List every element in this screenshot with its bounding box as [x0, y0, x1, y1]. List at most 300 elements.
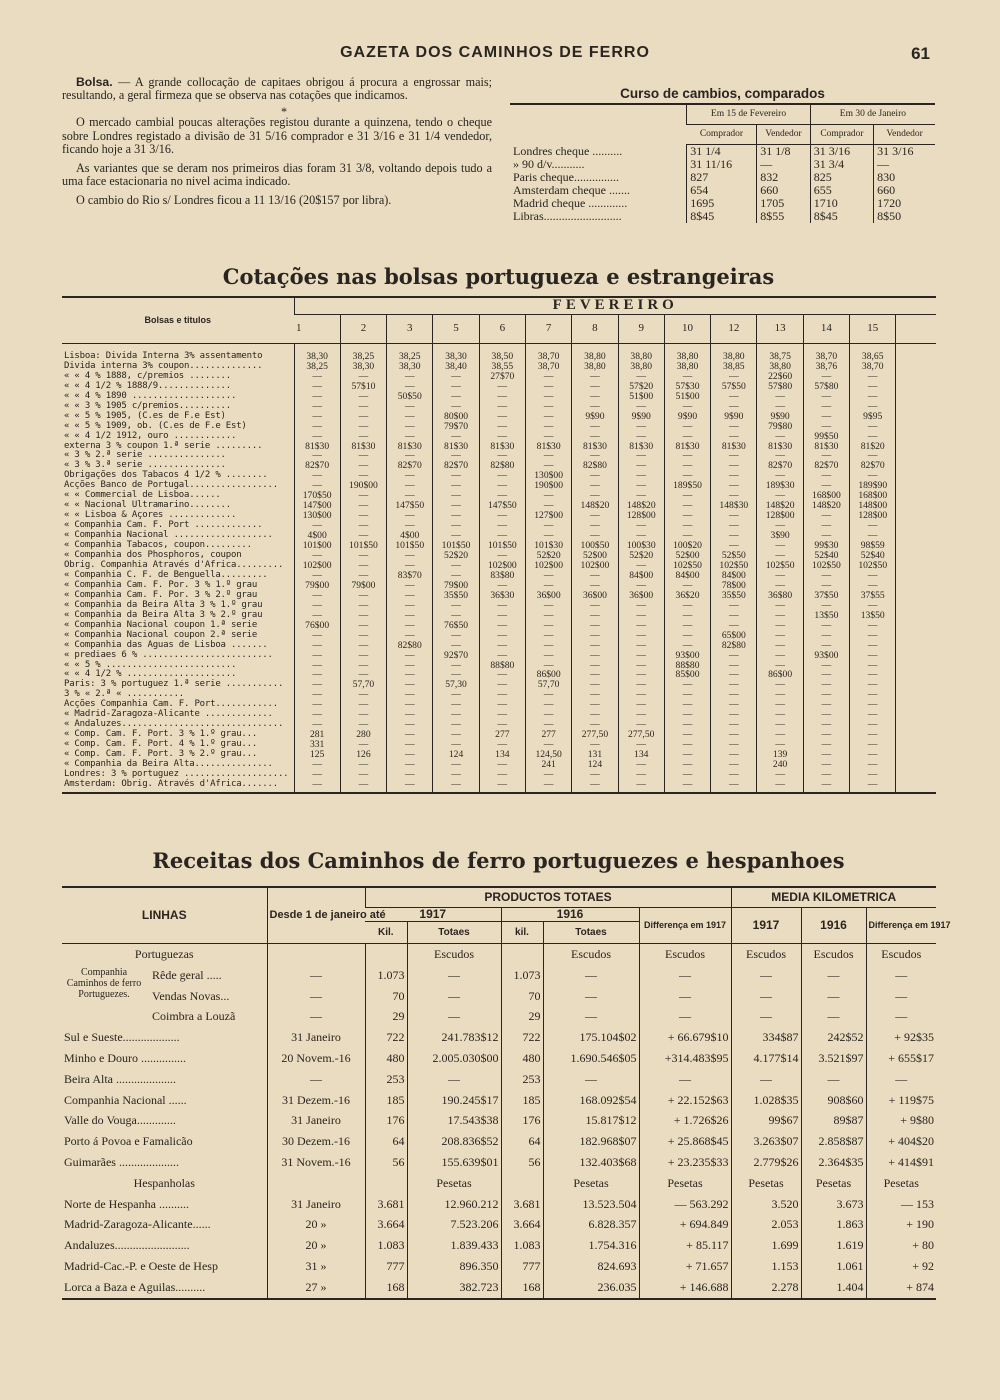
cotacao-title: « Companhia Tabacos, coupon......... [64, 540, 252, 551]
day-header: 14 [803, 314, 849, 343]
receita-k2: 168 [501, 1277, 543, 1299]
receita-m1: 1.699 [731, 1235, 801, 1256]
cotacao-value: — [340, 591, 386, 601]
cotacao-value: — [294, 521, 340, 531]
cotacao-value: — [572, 581, 618, 591]
receita-m1: 1.153 [731, 1256, 801, 1277]
receita-t1: 382.723 [407, 1277, 501, 1299]
cotacao-value: — [850, 661, 896, 671]
cotacao-value: — [433, 372, 479, 382]
cotacao-value: — [525, 531, 571, 541]
cotacao-title: « Companhia C. F. de Benguella......... [64, 569, 268, 580]
cotacao-value: — [572, 631, 618, 641]
cotacao-value: 50$50 [387, 392, 433, 402]
cotacao-value: — [850, 631, 896, 641]
unit-label: Pesetas [866, 1173, 936, 1194]
receita-t2: 1.754.316 [543, 1235, 639, 1256]
receita-k1: 253 [365, 1069, 407, 1090]
cotacao-value: — [618, 521, 664, 531]
cotacao-value: — [664, 611, 710, 621]
receita-d: — [267, 1069, 365, 1090]
cotacao-value: — [572, 571, 618, 581]
cotacao-value: 38,25 [294, 362, 340, 372]
cotacao-value: — [757, 471, 803, 481]
cotacao-value: — [850, 750, 896, 760]
cotacao-value: — [757, 491, 803, 501]
cambios-value: 8$45 [687, 210, 757, 223]
cotacao-value: 82$70 [387, 461, 433, 471]
cotacao-title: « Companhia dos Phosphoros, coupon [64, 550, 242, 561]
unit-label: Escudos [407, 944, 501, 965]
cotacao-value: 52$00 [664, 551, 710, 561]
cotacao-value: 76$50 [433, 621, 479, 631]
cotacao-title: « 3 % 3.ª serie ............... [64, 460, 226, 471]
receita-t2: — [543, 965, 639, 986]
cotacao-value: — [525, 661, 571, 671]
day-header: 3 [387, 314, 433, 343]
cotacao-value: — [294, 690, 340, 700]
cotacao-value: 81$30 [433, 442, 479, 452]
cotacao-value: 36$00 [572, 591, 618, 601]
cotacao-value: 38,70 [803, 343, 849, 361]
receita-k2: 722 [501, 1027, 543, 1048]
receita-df: — 563.292 [639, 1194, 731, 1215]
cotacao-value: 101$50 [340, 541, 386, 551]
cotacao-value: — [572, 531, 618, 541]
cotacao-value: — [618, 461, 664, 471]
cotacao-value: — [664, 760, 710, 770]
receita-m1: — [731, 1069, 801, 1090]
cotacao-value: — [664, 621, 710, 631]
receita-t2: 6.828.357 [543, 1214, 639, 1235]
unit-label: Pesetas [407, 1173, 501, 1194]
cotacao-value: — [340, 451, 386, 461]
cotacao-value: — [664, 700, 710, 710]
cotacao-value: 93$00 [664, 651, 710, 661]
cp-group-label: Companhia Caminhos de ferro Portuguezes. [66, 966, 142, 1000]
cambios-value: 1695 [687, 197, 757, 210]
cotacao-value: — [757, 770, 803, 780]
cotacao-value: — [664, 531, 710, 541]
cotacao-value: — [433, 661, 479, 671]
cotacao-value: 38,75 [757, 343, 803, 361]
cotacao-value: 82$80 [387, 641, 433, 651]
cotacao-value: — [387, 700, 433, 710]
receita-t1: 208.836$52 [407, 1131, 501, 1152]
cotacao-value: 189$50 [664, 481, 710, 491]
cambios-value: 655 [810, 184, 873, 197]
cotacao-value: — [711, 461, 757, 471]
cotacao-value: — [618, 670, 664, 680]
cotacao-value: — [340, 551, 386, 561]
cambios-value: 827 [687, 171, 757, 184]
cotacao-value: — [803, 422, 849, 432]
cotacao-value: — [294, 422, 340, 432]
cotacao-value: — [294, 670, 340, 680]
cotacao-value: — [711, 372, 757, 382]
cotacao-value: — [294, 382, 340, 392]
cotacao-value: — [387, 670, 433, 680]
receita-df: + 22.152$63 [639, 1090, 731, 1111]
cotacao-value: — [850, 740, 896, 750]
hespanholas-header-row [62, 1173, 936, 1194]
receita-md: — 153 [866, 1194, 936, 1215]
cotacao-value: — [803, 531, 849, 541]
cotacao-value: — [850, 521, 896, 531]
cotacoes-table [62, 296, 936, 794]
receita-md: — [866, 1069, 936, 1090]
cotacao-value: — [433, 392, 479, 402]
cotacao-value: — [387, 382, 433, 392]
receita-t2: 132.403$68 [543, 1152, 639, 1173]
cambios-name: » 90 d/v........... [513, 157, 585, 171]
cotacao-row [62, 343, 936, 361]
cotacao-value: — [433, 710, 479, 720]
cotacao-value: — [479, 491, 525, 501]
cambios-name: Amsterdam cheque ....... [513, 183, 630, 197]
cotacao-row [62, 651, 936, 661]
cotacao-value: — [433, 760, 479, 770]
cotacao-title: externa 3 % coupon 1.ª serie ......... [64, 440, 263, 451]
cotacao-value: — [850, 471, 896, 481]
cotacao-value: 134 [479, 750, 525, 760]
receita-m1: 3.520 [731, 1194, 801, 1215]
cotacao-value: — [294, 402, 340, 412]
cotacao-value: — [664, 690, 710, 700]
cotacao-value: — [572, 661, 618, 671]
cotacao-value: 79$00 [433, 581, 479, 591]
cotacao-title: « « Nacional Ultramarino........ [64, 500, 231, 511]
cotacao-value: — [711, 531, 757, 541]
cotacao-value: — [525, 372, 571, 382]
cotacao-value: 100$20 [664, 541, 710, 551]
cotacao-value: 81$30 [757, 442, 803, 452]
cotacao-value: 148$20 [757, 501, 803, 511]
cambios-period-2: Em 30 de Janeiro [810, 105, 935, 125]
receita-k1: 3.681 [365, 1194, 407, 1215]
receita-k2: 64 [501, 1131, 543, 1152]
receita-df: + 1.726$26 [639, 1110, 731, 1131]
cotacao-value: 101$50 [479, 541, 525, 551]
cotacao-value: 148$20 [572, 501, 618, 511]
cotacao-value: — [618, 621, 664, 631]
cotacao-value: — [850, 680, 896, 690]
receita-t2: 182.968$07 [543, 1131, 639, 1152]
cotacao-value: 38,70 [525, 343, 571, 361]
receita-md: + 9$80 [866, 1110, 936, 1131]
cotacao-value: — [479, 621, 525, 631]
cotacao-value: — [572, 382, 618, 392]
cotacao-value: 38,80 [664, 362, 710, 372]
cotacao-value: — [572, 491, 618, 501]
cotacao-value: — [757, 402, 803, 412]
cotacao-value: — [618, 432, 664, 442]
receita-df: +314.483$95 [639, 1048, 731, 1069]
cotacao-value: — [803, 661, 849, 671]
cotacao-value: — [525, 491, 571, 501]
cotacao-value: — [387, 521, 433, 531]
cotacao-value: — [340, 392, 386, 402]
cambios-value: 1705 [757, 197, 811, 210]
cotacao-value: — [803, 670, 849, 680]
cotacao-value: — [711, 422, 757, 432]
cotacao-value: 277,50 [572, 730, 618, 740]
cotacao-value: 38,80 [618, 343, 664, 361]
receita-d: 20 Novem.-16 [267, 1048, 365, 1069]
cotacao-value: 241 [525, 760, 571, 770]
cotacao-value: 148$20 [618, 501, 664, 511]
cotacao-value: — [340, 521, 386, 531]
receita-n: Beira Alta .................... [64, 1071, 176, 1086]
cotacao-value: — [433, 631, 479, 641]
cotacao-title: « « 3 % 1905 c/premios.......... [64, 400, 231, 411]
cotacao-value: — [294, 700, 340, 710]
cotacao-value: — [387, 611, 433, 621]
cotacao-value: — [340, 491, 386, 501]
cotacao-value: — [664, 680, 710, 690]
receita-d: 31 » [267, 1256, 365, 1277]
cambios-value: 660 [874, 184, 935, 197]
receita-t1: 7.523.206 [407, 1214, 501, 1235]
receita-d: 31 Dezem.-16 [267, 1090, 365, 1111]
cambios-vendedor: Vendedor [874, 125, 935, 145]
cotacao-value: — [618, 651, 664, 661]
cotacao-value: — [618, 372, 664, 382]
cotacao-value: — [711, 661, 757, 671]
cotacoes-title: Cotações nas bolsas portugueza e estrangeiras [222, 264, 775, 289]
cotacao-value: — [664, 451, 710, 461]
cotacao-value: — [803, 402, 849, 412]
receita-k2: 1.083 [501, 1235, 543, 1256]
cambios-value: 31 3/4 [810, 158, 873, 171]
receita-t2: 13.523.504 [543, 1194, 639, 1215]
cotacao-value: — [387, 581, 433, 591]
cotacao-value: — [340, 471, 386, 481]
cotacao-value: — [803, 581, 849, 591]
cotacao-value: — [294, 720, 340, 730]
cotacao-value: — [757, 581, 803, 591]
cotacao-value: 101$50 [387, 541, 433, 551]
cotacao-title: « Companhia Cam. F. Por. 3 % 1.º grau [64, 579, 258, 590]
bolsa-paragraph-4: O cambio do Rio s/ Londres ficou a 11 13/16 (20$157 por libra). [76, 193, 392, 208]
receita-k2: 480 [501, 1048, 543, 1069]
cotacao-value: 38,30 [340, 362, 386, 372]
cotacao-value: 27$70 [479, 372, 525, 382]
cotacao-value: 102$50 [850, 561, 896, 571]
cotacao-value: — [433, 690, 479, 700]
cotacao-title: « Companhia da Beira Alta 3 % 2.º grau [64, 609, 263, 620]
cotacao-value: — [525, 631, 571, 641]
cotacao-value: — [525, 432, 571, 442]
cotacao-row [62, 780, 936, 793]
cotacao-value: 38,50 [479, 343, 525, 361]
cotacao-value: 37$50 [803, 591, 849, 601]
cotacao-value: 82$80 [711, 641, 757, 651]
receita-t2: 236.035 [543, 1277, 639, 1299]
receita-d: 31 Janeiro [267, 1194, 365, 1215]
receitas-products-header: PRODUCTOS TOTAES [365, 887, 731, 908]
cotacao-value: 147$50 [387, 501, 433, 511]
cotacao-value: — [340, 621, 386, 631]
receita-n: Guimarães .................... [64, 1154, 179, 1169]
cotacao-value: 81$30 [572, 442, 618, 452]
receita-df: — [639, 986, 731, 1007]
receita-t1: — [407, 986, 501, 1007]
cotacao-value: — [479, 690, 525, 700]
cotacao-value: 57$80 [757, 382, 803, 392]
cotacao-value: — [479, 601, 525, 611]
cotacao-value: 124,50 [525, 750, 571, 760]
cotacao-value: 51$00 [664, 392, 710, 402]
cotacao-value: — [711, 690, 757, 700]
cotacao-value: — [618, 780, 664, 793]
receita-md: + 874 [866, 1277, 936, 1299]
unit-label: Pesetas [543, 1173, 639, 1194]
cotacao-value: — [757, 740, 803, 750]
cotacao-value: — [757, 720, 803, 730]
cotacao-value: — [525, 382, 571, 392]
cotacao-value: — [757, 651, 803, 661]
receita-t2: 168.092$54 [543, 1090, 639, 1111]
receita-k1: 480 [365, 1048, 407, 1069]
cotacao-value: — [664, 730, 710, 740]
cotacao-value: — [479, 412, 525, 422]
cotacao-value: — [711, 392, 757, 402]
cotacoes-section [62, 296, 936, 794]
cotacao-value: — [387, 432, 433, 442]
cotacao-value: — [479, 422, 525, 432]
receita-d: 31 Janeiro [267, 1027, 365, 1048]
cotacao-title: Divida interna 3% coupon.............. [64, 360, 263, 371]
cotacao-value: — [340, 611, 386, 621]
cotacao-value: — [850, 451, 896, 461]
cotacao-value: — [803, 511, 849, 521]
cotacao-value: — [850, 372, 896, 382]
cotacao-value: — [664, 710, 710, 720]
receitas-media-diff-header: Differença em 1917 [866, 908, 936, 944]
cotacao-value: — [757, 621, 803, 631]
cambios-value: 31 3/16 [874, 145, 935, 159]
cotacao-value: — [387, 720, 433, 730]
port-row [62, 1090, 936, 1111]
cambios-name: Libras.......................... [513, 209, 622, 223]
day-header: 9 [618, 314, 664, 343]
cotacao-value: 81$30 [387, 442, 433, 452]
cotacao-value: — [664, 372, 710, 382]
cotacao-title: « Companhia Nacional ................... [64, 530, 273, 541]
cotacao-value: 85$00 [664, 670, 710, 680]
cotacao-value: 38,80 [572, 362, 618, 372]
cotacao-value: 38,30 [294, 343, 340, 361]
cotacao-value: — [572, 511, 618, 521]
cotacao-value: 38,80 [664, 343, 710, 361]
cotacao-value: 57$80 [803, 382, 849, 392]
cotacao-value: 22$60 [757, 372, 803, 382]
receita-k1: 70 [365, 986, 407, 1007]
cotacao-value: — [803, 641, 849, 651]
cotacao-value: — [572, 422, 618, 432]
cotacao-value: 82$70 [757, 461, 803, 471]
cotacao-value: — [803, 720, 849, 730]
cotacao-value: 190$00 [340, 481, 386, 491]
unit-label: Escudos [731, 944, 801, 965]
cotacao-value: — [850, 730, 896, 740]
cotacao-value: 81$30 [294, 442, 340, 452]
cotacao-value: — [479, 710, 525, 720]
cotacao-title: Paris: 3 % portuguez 1.ª serie ........... [64, 679, 284, 690]
cotacao-value: — [433, 720, 479, 730]
cotacao-value: 84$00 [711, 571, 757, 581]
cotacao-value: 38,70 [525, 362, 571, 372]
cotacao-value: — [850, 641, 896, 651]
receita-md: + 655$17 [866, 1048, 936, 1069]
cotacao-value: 35$50 [433, 591, 479, 601]
cotacao-value: — [525, 581, 571, 591]
cotacao-title: Acções Banco de Portugal................. [64, 480, 278, 491]
bolsa-label: Bolsa. [76, 75, 113, 89]
cotacao-value: — [525, 641, 571, 651]
cotacao-value: — [850, 780, 896, 793]
cotacao-value: — [387, 621, 433, 631]
cotacao-value: — [525, 710, 571, 720]
receitas-desde-header: Desde 1 de janeiro até [267, 887, 365, 944]
cotacao-value: — [711, 770, 757, 780]
cotacao-value: — [850, 651, 896, 661]
cotacao-value: — [479, 631, 525, 641]
cotacao-value: — [618, 451, 664, 461]
receita-d: 31 Novem.-16 [267, 1152, 365, 1173]
cotacao-value: — [803, 571, 849, 581]
receita-n: Sul e Sueste................... [64, 1030, 180, 1045]
cotacao-value: 101$00 [294, 541, 340, 551]
receitas-title: Receitas dos Caminhos de ferro portuguezes e hespanhoes [152, 848, 845, 873]
cambios-value: 31 11/16 [687, 158, 757, 171]
cotacao-value: — [340, 531, 386, 541]
receitas-kil-1917: Kil. [365, 922, 407, 944]
receita-m1: — [731, 965, 801, 986]
cotacao-value: 148$30 [711, 501, 757, 511]
cotacao-value: — [618, 740, 664, 750]
receita-md: — [866, 965, 936, 986]
cotacao-value: — [433, 402, 479, 412]
cotacao-value: 52$40 [850, 551, 896, 561]
receita-md: + 404$20 [866, 1131, 936, 1152]
cotacao-value: 128$00 [618, 511, 664, 521]
cotacao-value: — [387, 601, 433, 611]
receita-m2: 2.364$35 [801, 1152, 866, 1173]
cotacao-value: — [479, 451, 525, 461]
receitas-table [62, 886, 951, 1300]
cotacao-value: — [294, 770, 340, 780]
receitas-media-1916: 1916 [801, 908, 866, 944]
cambios-value: 8$55 [757, 210, 811, 223]
cotacao-value: — [572, 700, 618, 710]
cotacao-value: 102$50 [803, 561, 849, 571]
cotacao-value: — [757, 451, 803, 461]
cotacao-value: — [525, 621, 571, 631]
cotacao-value: — [479, 432, 525, 442]
cotacao-value: 38,70 [850, 362, 896, 372]
receita-m1: 2.053 [731, 1214, 801, 1235]
day-header: 7 [525, 314, 571, 343]
cotacao-value: — [340, 760, 386, 770]
cotacao-value: — [618, 700, 664, 710]
cotacao-value: — [757, 541, 803, 551]
cotacao-value: 102$50 [757, 561, 803, 571]
cotacao-value: 86$00 [757, 670, 803, 680]
cotacao-value: 81$30 [664, 442, 710, 452]
day-header: 6 [479, 314, 525, 343]
